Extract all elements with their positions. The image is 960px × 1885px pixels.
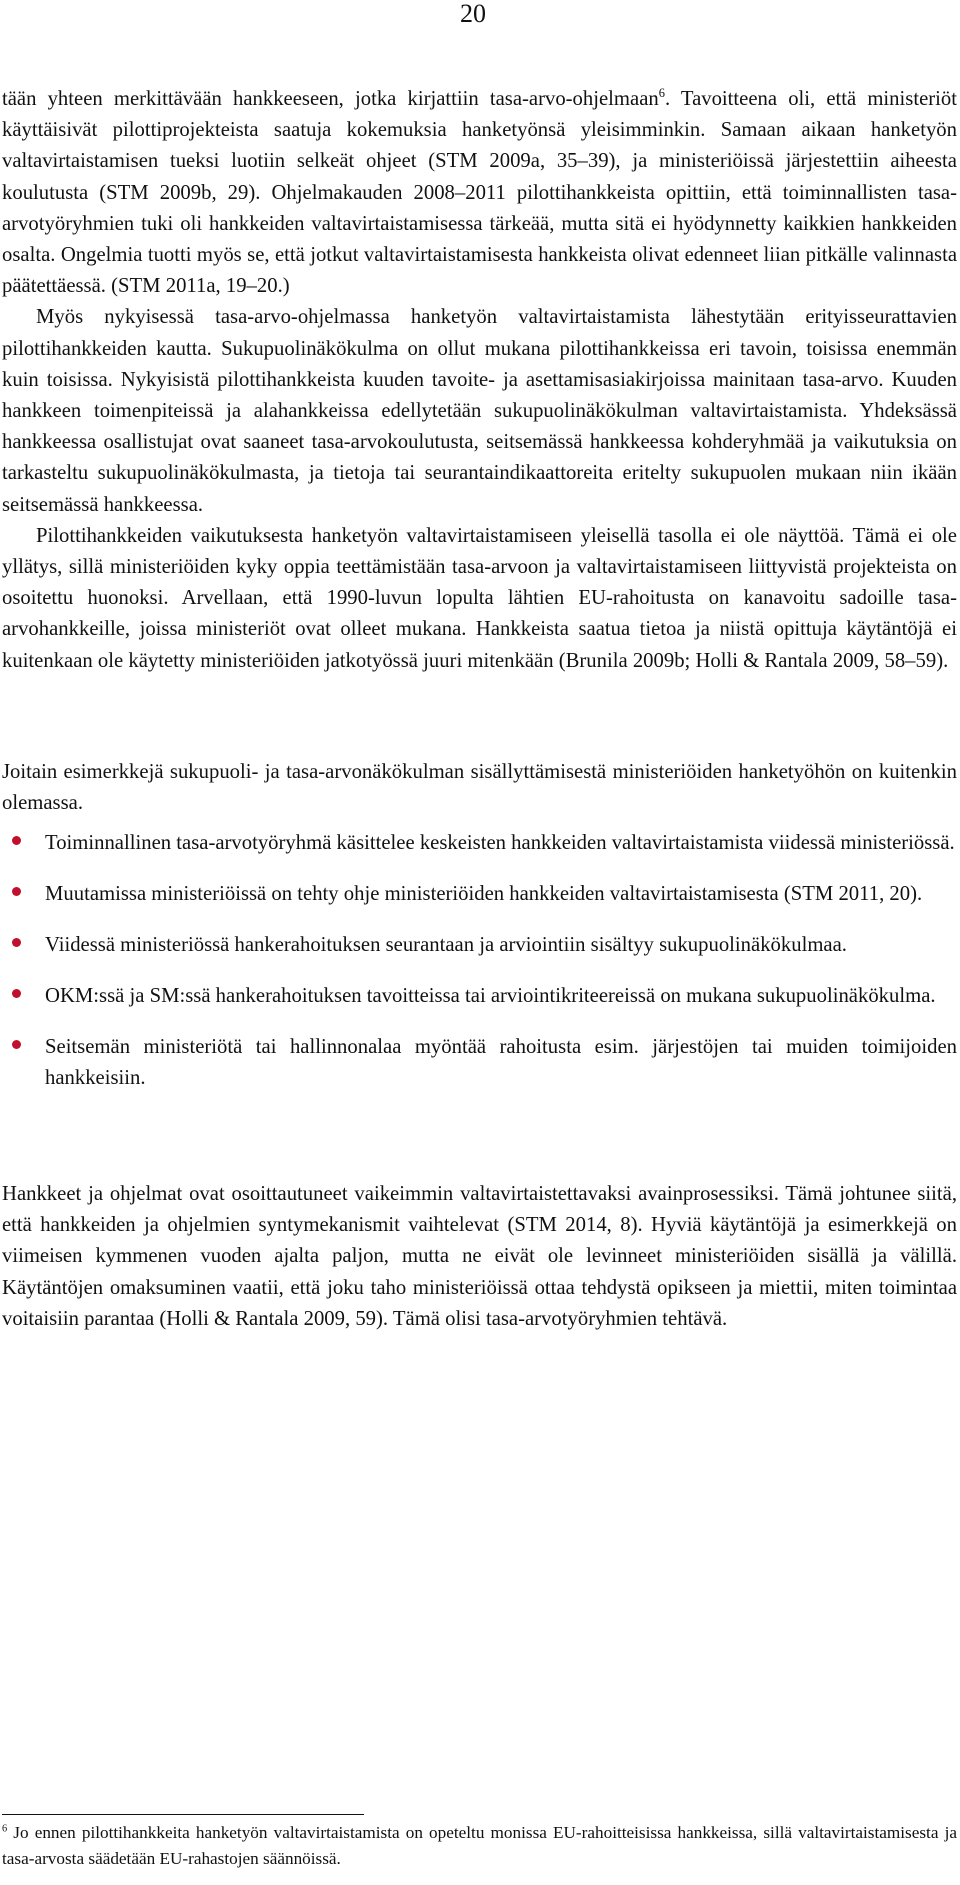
- body-text-lower: [2, 1179, 957, 1335]
- list-item: [2, 981, 957, 1012]
- list-item: [2, 1032, 957, 1094]
- body-text-upper: [2, 84, 957, 677]
- bullet-icon: [12, 836, 21, 845]
- paragraph-4: Hankkeet ja ohjelmat ovat osoittautuneet vaikeimmin valtavirtaistettavaksi avainprosessiksi. Tämä johtunee siitä, että hankkeiden ja ohjelmien syntymekanismit vaihtelevat (STM 2014, 8). Hyviä käytäntöjä ja esimerkkejä on viimeisen kymmenen vuoden ajalta paljon, mutta ne eivät ole levinneet ministeriöiden sisällä ja välillä. Käytäntöjen omaksuminen vaatii, että joku taho ministeriöissä ottaa tehdystä opikseen ja miettii, miten toimintaa voitaisiin parantaa (Holli & Rantala 2009, 59). Tämä olisi tasa-arvotyöryhmien tehtävä.: [2, 1183, 957, 1330]
- footnote-number: 6: [2, 1823, 8, 1835]
- paragraph-1-text-a: tään yhteen merkittävään hankkeeseen, jotka kirjattiin tasa-arvo-ohjelmaan: [2, 88, 659, 110]
- page-number: 20: [460, 0, 486, 28]
- list-item: [2, 879, 957, 910]
- bullet-icon: [12, 1040, 21, 1049]
- paragraph-2: Myös nykyisessä tasa-arvo-ohjelmassa hanketyön valtavirtaistamista lähestytään erityisseurattavien pilottihankkeiden kautta. Sukupuolinäkökulma on ollut mukana pilottihankkeissa eri tavoin, toisissa enemmän kuin toisissa. Nykyisistä pilottihankkeista kuuden tavoite- ja asettamisasiakirjoissa mainitaan tasa-arvo. Kuuden hankkeen toimenpiteissä ja alahankkeissa edellytetään sukupuolinäkökulman valtavirtaistamista. Yhdeksässä hankkeessa osallistujat ovat saaneet tasa-arvokoulutusta, seitsemässä hankkeessa kohderyhmää ja vaikutuksia on tarkasteltu sukupuolinäkökulmasta, ja tietoja tai seurantaindikaattoreita eritelty sukupuolen mukaan niin ikään seitsemässä hankkeessa.: [2, 306, 957, 516]
- examples-list: [2, 828, 957, 1114]
- footnote-reference[interactable]: 6: [658, 86, 665, 101]
- list-intro-text: Joitain esimerkkejä sukupuoli- ja tasa-arvonäkökulman sisällyttämisestä ministeriöiden hanketyöhön on kuitenkin olemassa.: [2, 761, 957, 815]
- list-item-text: Viidessä ministeriössä hankerahoituksen seurantaan ja arviointiin sisältyy sukupuolinäkökulmaa.: [45, 934, 847, 956]
- bullet-icon: [12, 989, 21, 998]
- bullet-icon: [12, 887, 21, 896]
- footnote-divider: [2, 1814, 364, 1815]
- paragraph-1-text-b: . Tavoitteena oli, että ministeriöt käyttäisivät pilottiprojekteista saatuja kokemuksia hanketyönsä yleisimminkin. Samaan aikaan hanketyön valtavirtaistamisen tueksi luotiin selkeät ohjeet (STM 2009a, 35–39), ja ministeriöissä järjestettiin aiheesta koulutusta (STM 2009b, 29). Ohjelmakauden 2008–2011 pilottihankkeista opittiin, että toiminnallisten tasa-arvotyöryhmien tuki oli hankkeiden valtavirtaistamisessa tärkeää, mutta sitä ei hyödynnetty kaikkien hankkeiden osalta. Ongelmia tuotti myös se, että jotkut valtavirtaistamisesta hankkeista olivat edenneet liian pitkälle valinnasta päätettäessä. (STM 2011a, 19–20.): [2, 88, 957, 298]
- list-item-text: Seitsemän ministeriötä tai hallinnonalaa myöntää rahoitusta esim. järjestöjen tai muiden toimijoiden hankkeisiin.: [45, 1036, 957, 1089]
- footnote-text: Jo ennen pilottihankkeita hanketyön valtavirtaistamista on opeteltu monissa EU-rahoitteisissa hankkeissa, sillä valtavirtaistamisesta ja tasa-arvosta säädetään EU-rahastojen säännöissä.: [2, 1823, 957, 1868]
- list-item-text: Toiminnallinen tasa-arvotyöryhmä käsittelee keskeisten hankkeiden valtavirtaistamista viidessä ministeriössä.: [45, 832, 955, 854]
- footnote: [2, 1820, 957, 1872]
- list-item-text: OKM:ssä ja SM:ssä hankerahoituksen tavoitteissa tai arviointikriteereissä on mukana sukupuolinäkökulma.: [45, 985, 936, 1007]
- list-item: [2, 828, 957, 859]
- list-item-text: Muutamissa ministeriöissä on tehty ohje ministeriöiden hankkeiden valtavirtaistamisesta (STM 2011, 20).: [45, 883, 923, 905]
- paragraph-3: Pilottihankkeiden vaikutuksesta hanketyön valtavirtaistamiseen yleisellä tasolla ei ole näyttöä. Tämä ei ole yllätys, sillä ministeriöiden kyky oppia teettämistään tasa-arvoon ja valtavirtaistamiseen liittyvistä projekteista on osoitettu huonoksi. Arvellaan, että 1990-luvun lopulta lähtien EU-rahoitusta on kanavoitu sadoille tasa-arvohankkeille, joissa ministeriöt ovat olleet mukana. Hankkeista saatua tietoa ja niistä opittuja käytäntöjä ei kuitenkaan ole käytetty ministeriöiden jatkotyössä juuri mitenkään (Brunila 2009b; Holli & Rantala 2009, 58–59).: [2, 524, 957, 672]
- list-intro: [2, 757, 957, 819]
- paragraph-1: [2, 84, 957, 302]
- bullet-icon: [12, 938, 21, 947]
- list-item: [2, 930, 957, 961]
